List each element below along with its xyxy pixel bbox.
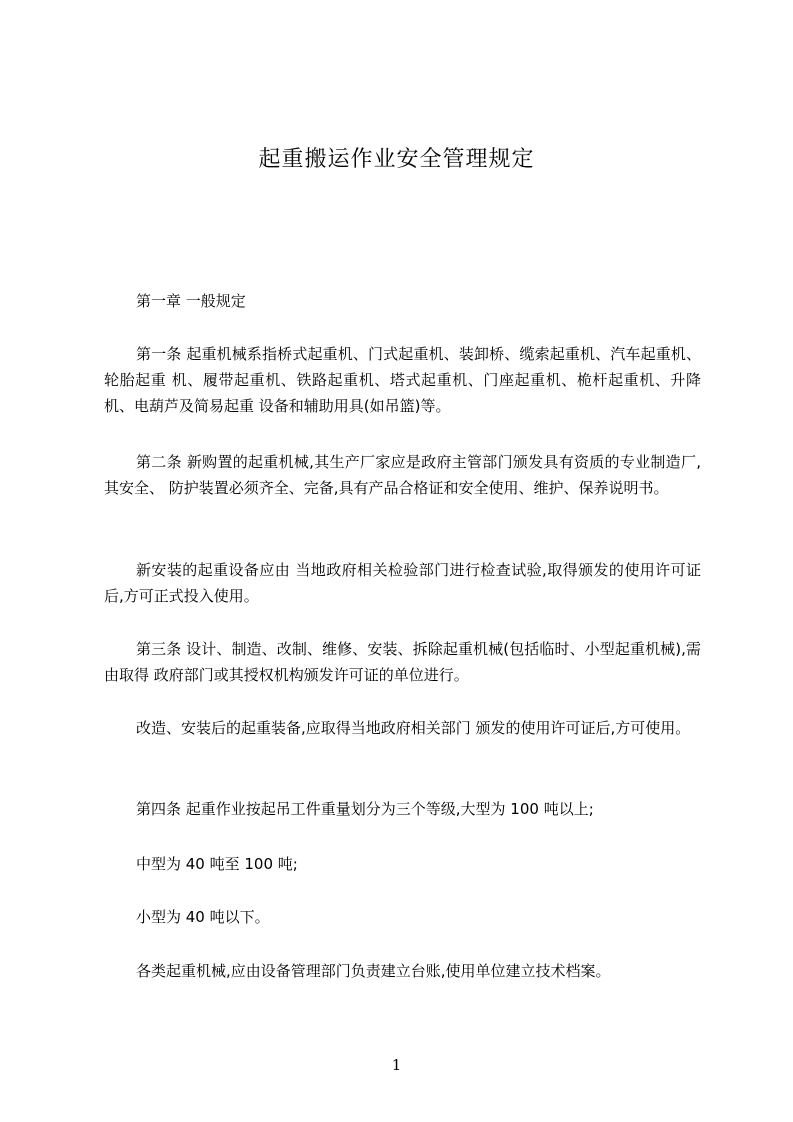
article-2-paragraph: 第二条 新购置的起重机械,其生产厂家应是政府主管部门颁发具有资质的专业制造厂,其安全、 防护装置必须齐全、完备,具有产品合格证和安全使用、维护、保养说明书。 [104, 453, 701, 497]
article-3-paragraph: 第三条 设计、制造、改制、维修、安装、拆除起重机械(包括临时、小型起重机械),需由取得 政府部门或其授权机构颁发许可证的单位进行。 [104, 640, 701, 684]
article-1-paragraph: 第一条 起重机械系指桥式起重机、门式起重机、装卸桥、缆索起重机、汽车起重机、轮胎起重 机、履带起重机、铁路起重机、塔式起重机、门座起重机、桅杆起重机、升降机、电葫芦及简易起重 设备和辅助用具(如吊篮)等。 [104, 345, 701, 415]
page-number: 1 [391, 1056, 402, 1074]
new-installation-paragraph: 新安装的起重设备应由 当地政府相关检验部门进行检查试验,取得颁发的使用许可证后,方可正式投入使用。 [104, 561, 701, 605]
small-class-paragraph: 小型为 40 吨以下。 [136, 908, 270, 926]
document-title: 起重搬运作业安全管理规定 [258, 147, 535, 172]
ledger-paragraph: 各类起重机械,应由设备管理部门负责建立台账,使用单位建立技术档案。 [136, 962, 611, 980]
article-4-paragraph: 第四条 起重作业按起吊工件重量划分为三个等级,大型为 100 吨以上; [136, 800, 594, 818]
modification-paragraph: 改造、安装后的起重装备,应取得当地政府相关部门 颁发的使用许可证后,方可使用。 [136, 719, 691, 737]
medium-class-paragraph: 中型为 40 吨至 100 吨; [136, 855, 298, 873]
chapter-heading: 第一章 一般规定 [136, 292, 246, 310]
